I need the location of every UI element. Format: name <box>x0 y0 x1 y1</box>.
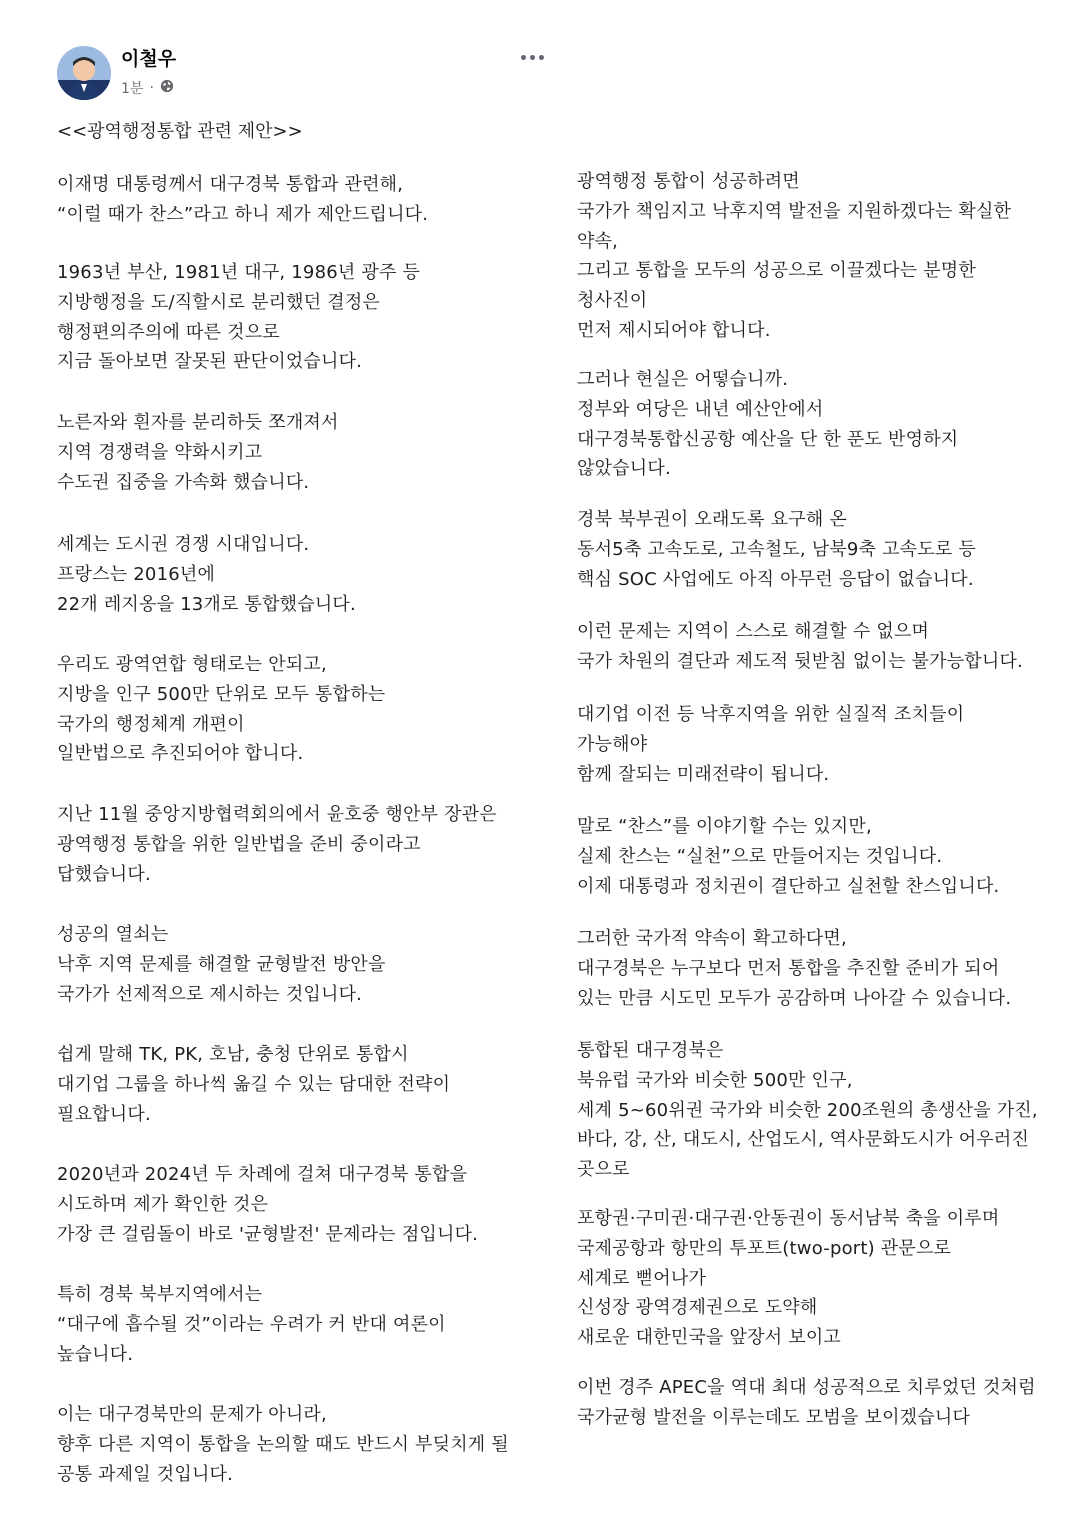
more-options-button[interactable] <box>512 42 552 72</box>
paragraph: 대기업 이전 등 낙후지역을 위한 실질적 조치들이 가능해야 함께 잘되는 미래전략이 됩니다. <box>577 704 965 785</box>
paragraph: 지난 11월 중앙지방협력회의에서 윤호중 행안부 장관은 광역행정 통합을 위한 일반법을 준비 중이라고 답했습니다. <box>57 804 497 885</box>
post-time[interactable]: 1분 <box>121 81 144 97</box>
paragraph: 광역행정 통합이 성공하려면 국가가 책임지고 낙후지역 발전을 지원하겠다는 확실한 약속, 그리고 통합을 모두의 성공으로 이끌겠다는 분명한 청사진이 먼저 제시되어야 합니다. <box>577 171 1012 341</box>
paragraph: 이번 경주 APEC을 역대 최대 성공적으로 치루었던 것처럼 국가균형 발전을 이루는데도 모범을 보이겠습니다 <box>577 1377 1036 1428</box>
paragraph: 통합된 대구경북은 북유럽 국가와 비슷한 500만 인구, 세계 5~60위권 국가와 비슷한 200조원의 총생산을 가진, 바다, 강, 산, 대도시, 산업도시, 역사문화도시가 어우러진 곳으로 <box>577 1040 1038 1181</box>
author-name[interactable]: 이철우 <box>121 48 177 70</box>
globe-icon[interactable] <box>160 79 174 97</box>
more-horizontal-icon <box>521 55 526 60</box>
paragraph: 포항권·구미권·대구권·안동권이 동서남북 축을 이루며 국제공항과 항만의 투포트(two-port) 관문으로 세계로 뻗어나가 신성장 광역경제권으로 도약해 새로운 대한민국을 앞장서 보이고 <box>577 1208 1000 1349</box>
paragraph: 이는 대구경북만의 문제가 아니라, 향후 다른 지역이 통합을 논의할 때도 반드시 부딪치게 될 공통 과제일 것입니다. <box>57 1404 509 1485</box>
paragraph: 말로 “찬스”를 이야기할 수는 있지만, 실제 찬스는 “실천”으로 만들어지는 것입니다. 이제 대통령과 정치권이 결단하고 실천할 찬스입니다. <box>577 816 1000 897</box>
paragraph: 1963년 부산, 1981년 대구, 1986년 광주 등 지방행정을 도/직할시로 분리했던 결정은 행정편의주의에 따른 것으로 지금 돌아보면 잘못된 판단이었습니다. <box>57 262 421 373</box>
paragraph: 그러나 현실은 어떻습니까. 정부와 여당은 내년 예산안에서 대구경북통합신공항 예산을 단 한 푼도 반영하지 않았습니다. <box>577 369 959 480</box>
paragraph: 이런 문제는 지역이 스스로 해결할 수 없으며 국가 차원의 결단과 제도적 뒷받침 없이는 불가능합니다. <box>577 621 1023 672</box>
paragraph: 2020년과 2024년 두 차례에 걸쳐 대구경북 통합을 시도하며 제가 확인한 것은 가장 큰 걸림돌이 바로 '균형발전' 문제라는 점입니다. <box>57 1164 479 1245</box>
paragraph: 세계는 도시권 경쟁 시대입니다. 프랑스는 2016년에 22개 레지옹을 13개로 통합했습니다. <box>57 534 356 615</box>
paragraph: 우리도 광역연합 형태로는 안되고, 지방을 인구 500만 단위로 모두 통합하는 국가의 행정체계 개편이 일반법으로 추진되어야 합니다. <box>57 654 386 765</box>
paragraph: 경북 북부권이 오래도록 요구해 온 동서5축 고속도로, 고속철도, 남북9축 고속도로 등 핵심 SOC 사업에도 아직 아무런 응답이 없습니다. <box>577 509 976 590</box>
paragraph: 쉽게 말해 TK, PK, 호남, 충청 단위로 통합시 대기업 그룹을 하나씩 옮길 수 있는 담대한 전략이 필요합니다. <box>57 1044 451 1125</box>
post-title: <<광역행정통합 관련 제안>> <box>57 121 303 142</box>
paragraph: 노른자와 흰자를 분리하듯 쪼개져서 지역 경쟁력을 약화시키고 수도권 집중을 가속화 했습니다. <box>57 412 339 493</box>
meta-separator: · <box>149 80 154 96</box>
paragraph: 특히 경북 북부지역에서는 “대구에 흡수될 것”이라는 우려가 커 반대 여론이 높습니다. <box>57 1284 446 1365</box>
paragraph: 성공의 열쇠는 낙후 지역 문제를 해결할 균형발전 방안을 국가가 선제적으로 제시하는 것입니다. <box>57 924 386 1005</box>
post-meta <box>121 78 174 98</box>
paragraph: 이재명 대통령께서 대구경북 통합과 관련해, “이럴 때가 찬스”라고 하니 제가 제안드립니다. <box>57 174 429 225</box>
paragraph: 그러한 국가적 약속이 확고하다면, 대구경북은 누구보다 먼저 통합을 추진할 준비가 되어 있는 만큼 시도민 모두가 공감하며 나아갈 수 있습니다. <box>577 928 1012 1009</box>
author-avatar[interactable] <box>57 46 111 100</box>
